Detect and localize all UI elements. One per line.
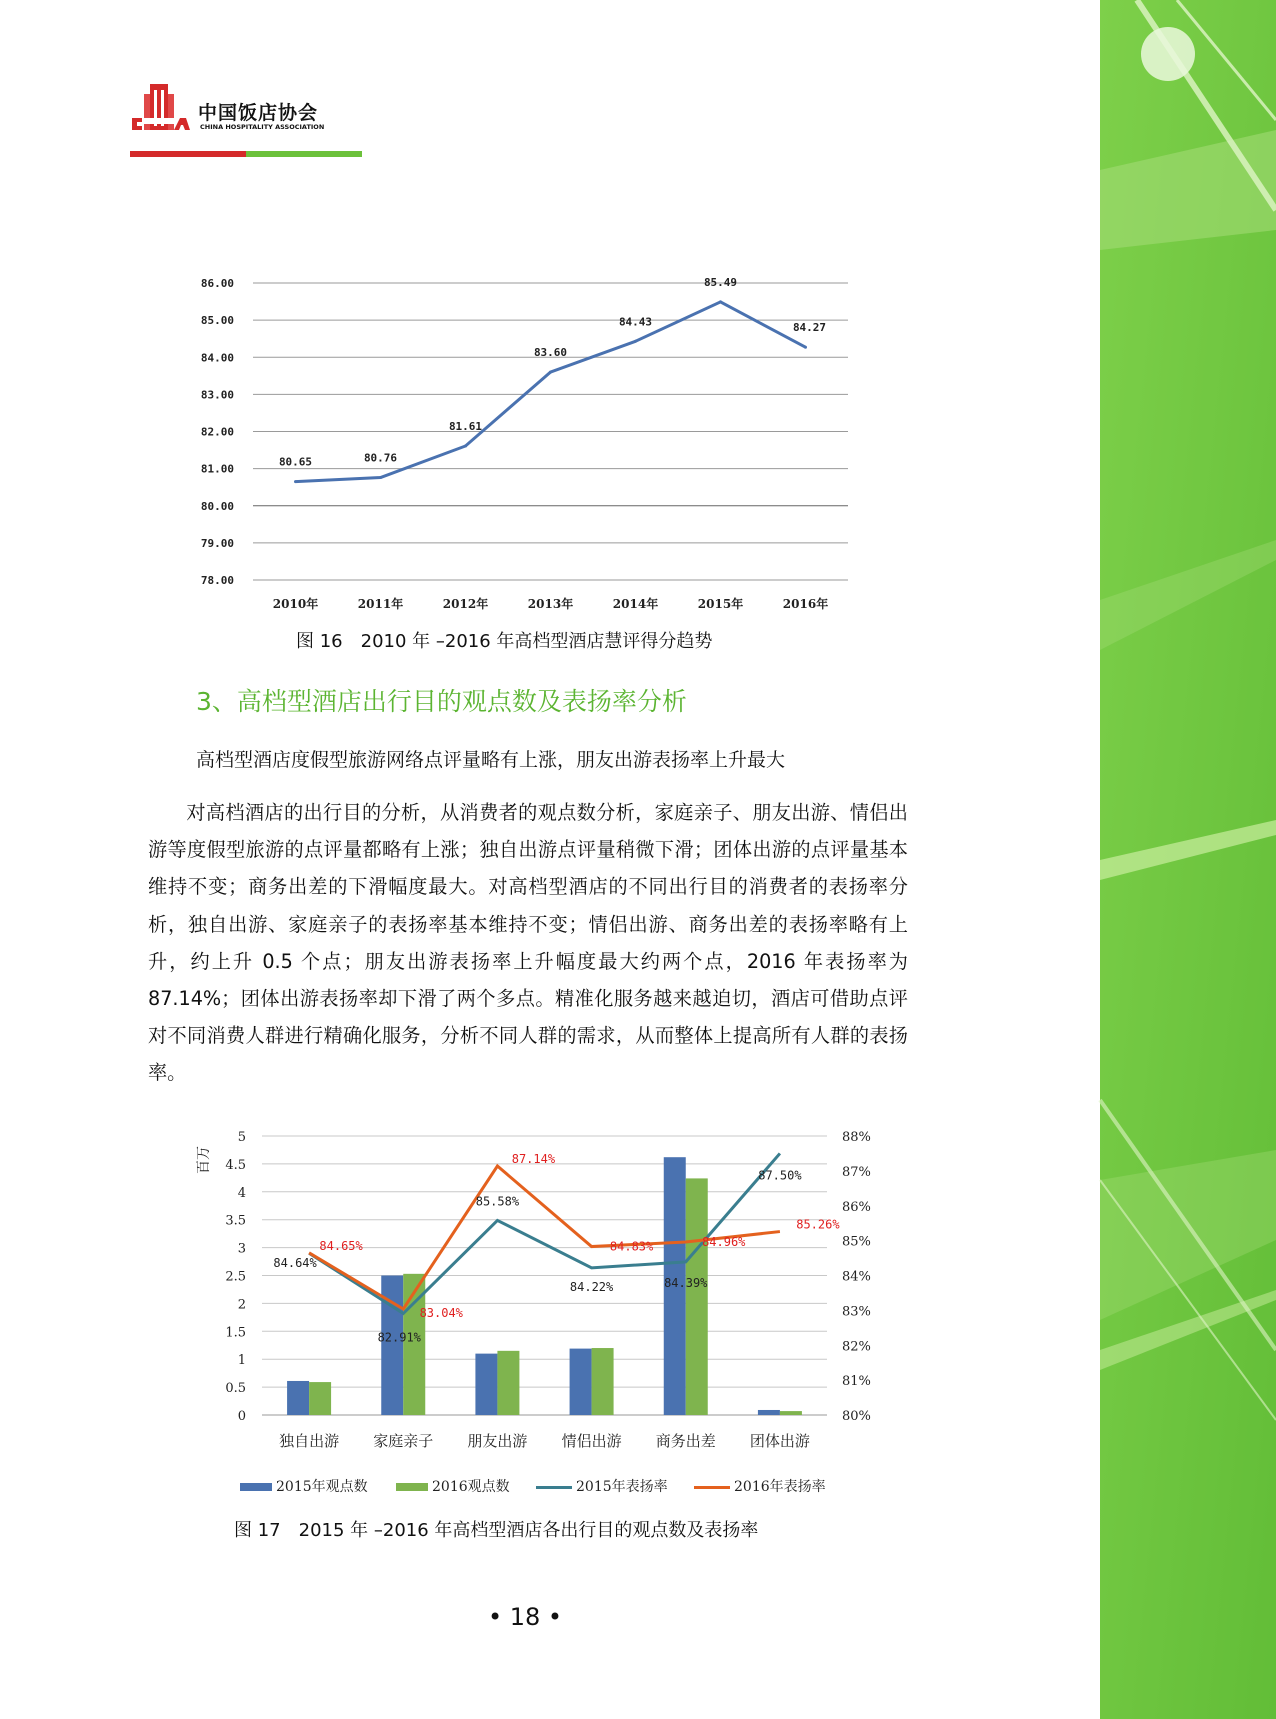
y-left-tick-label: 5 [237,1130,246,1145]
legend-swatch [240,1483,272,1491]
y-left-tick-label: 4 [237,1185,246,1201]
rate-label-2016: 84.83% [609,1239,654,1254]
x-tick-label: 2011年 [357,597,404,611]
bar-2016 [309,1382,331,1415]
y-right-tick-label: 88% [842,1130,871,1145]
legend-swatch [694,1486,730,1489]
org-name-cn: 中国饭店协会 [198,102,319,124]
legend-2016-rate [694,1476,826,1496]
y-tick-label: 79.00 [200,536,234,550]
y-tick-label: 83.00 [200,388,234,402]
rate-label-2015: 87.50% [758,1168,802,1183]
rate-line-2015 [309,1153,780,1313]
y-right-tick-label: 83% [842,1304,871,1320]
y-right-tick-label: 85% [842,1234,871,1250]
legend-label: 2015年表扬率 [576,1479,668,1495]
rate-label-2015: 84.64% [273,1256,317,1271]
rate-label-2015: 85.58% [475,1194,520,1209]
figure16-caption: 图 16 2010 年 –2016 年高档型酒店慧评得分趋势 [296,631,713,652]
data-label: 80.76 [363,451,398,465]
figure17-caption: 图 17 2015 年 –2016 年高档型酒店各出行目的观点数及表扬率 [234,1520,759,1541]
rate-label-2016: 85.26% [796,1217,840,1232]
page-number: • 18 • [487,1603,563,1631]
section-title: 3、高档型酒店出行目的观点数及表扬率分析 [196,687,687,716]
x-tick-label: 情侣出游 [561,1432,622,1450]
y-right-tick-label: 86% [842,1199,871,1215]
bar-2015 [287,1381,309,1415]
rate-label-2016: 83.04% [419,1305,463,1320]
y-tick-label: 85.00 [200,314,234,328]
x-tick-label: 独自出游 [279,1432,340,1450]
x-tick-label: 2014年 [612,597,659,611]
legend-label: 2016观点数 [432,1479,510,1495]
x-tick-label: 2015年 [697,597,744,611]
y-tick-label: 80.00 [200,499,234,513]
x-tick-label: 2010年 [272,597,319,611]
x-tick-label: 商务出差 [655,1432,716,1450]
x-tick-label: 2012年 [442,597,489,611]
y-left-tick-label: 1.5 [225,1325,246,1341]
x-tick-label: 2013年 [527,597,574,611]
y-right-tick-label: 87% [842,1164,871,1180]
bar-2015 [570,1349,592,1415]
rate-label-2015: 84.39% [664,1275,708,1290]
bar-2016 [592,1348,614,1415]
y-left-tick-label: 3.5 [225,1213,246,1229]
y-left-tick-label: 3 [237,1241,246,1257]
bar-2016 [497,1351,519,1415]
y-left-axis-label: 百万 [196,1146,212,1174]
rate-label-2015: 82.91% [377,1330,421,1345]
data-label: 80.65 [278,455,313,469]
rate-label-2016: 84.96% [702,1235,746,1250]
legend-label: 2016年表扬率 [734,1479,826,1495]
y-left-tick-label: 1 [237,1353,246,1369]
y-left-tick-label: 2.5 [225,1269,246,1285]
bar-2015 [475,1354,497,1415]
data-label: 83.60 [533,346,568,360]
y-tick-label: 82.00 [200,425,234,439]
rate-label-2016: 87.14% [511,1151,556,1166]
y-left-tick-label: 4.5 [225,1157,246,1173]
rate-label-2015: 84.22% [569,1279,614,1294]
y-right-tick-label: 81% [842,1374,871,1390]
y-right-tick-label: 84% [842,1269,871,1285]
bar-2016 [780,1411,802,1415]
section-subheading: 高档型酒店度假型旅游网络点评量略有上涨，朋友出游表扬率上升最大 [196,749,786,771]
legend-swatch [396,1483,428,1491]
bar-2015 [758,1410,780,1415]
y-tick-label: 81.00 [200,462,234,476]
y-right-tick-label: 82% [842,1339,871,1355]
y-right-tick-label: 80% [842,1409,871,1424]
rate-label-2016: 84.65% [319,1238,363,1253]
legend-label: 2015年观点数 [276,1479,368,1495]
x-tick-label: 团体出游 [749,1432,810,1450]
legend-2015-rate [536,1476,668,1496]
data-label: 81.61 [448,419,483,433]
x-tick-label: 2016年 [782,597,829,611]
legend-2015-views [240,1476,368,1496]
x-tick-label: 朋友出游 [467,1432,528,1450]
y-tick-label: 86.00 [200,277,234,290]
y-left-tick-label: 0.5 [225,1381,246,1397]
bar-2016 [686,1178,708,1415]
y-left-tick-label: 2 [237,1297,246,1313]
data-label: 85.49 [703,275,738,289]
body-text: 对高档酒店的出行目的分析，从消费者的观点数分析，家庭亲子、朋友出游、情侣出游等度假型旅游的点评量都略有上涨；独自出游点评量稍微下滑；团体出游的点评量基本维持不变；商务出差的下滑幅度最大。对高档型酒店的不同出行目的消费者的表扬率分析，独自出游、家庭亲子的表扬率基本维持不变；情侣出游、商务出差的表扬率略有上升，约上升 0.5 个点；朋友出游表扬率上升幅度最大约两个点，2016 年表扬率为 87.14%；团体出游表扬率却下滑了两个多点。精准化服务越来越迫切，酒店可借助点评对不同消费人群进行精确化服务，分析不同人群的需求，从而整体上提高所有人群的表扬率。 [148,801,908,1085]
data-label: 84.43 [618,315,653,329]
y-tick-label: 78.00 [200,574,234,587]
y-tick-label: 84.00 [200,351,234,365]
org-name-en: CHINA HOSPITALITY ASSOCIATION [200,123,325,131]
legend-2016-views [396,1476,510,1496]
x-tick-label: 家庭亲子 [373,1432,434,1450]
y-left-tick-label: 0 [237,1409,246,1424]
legend-swatch [536,1486,572,1489]
data-label: 84.27 [792,321,827,335]
